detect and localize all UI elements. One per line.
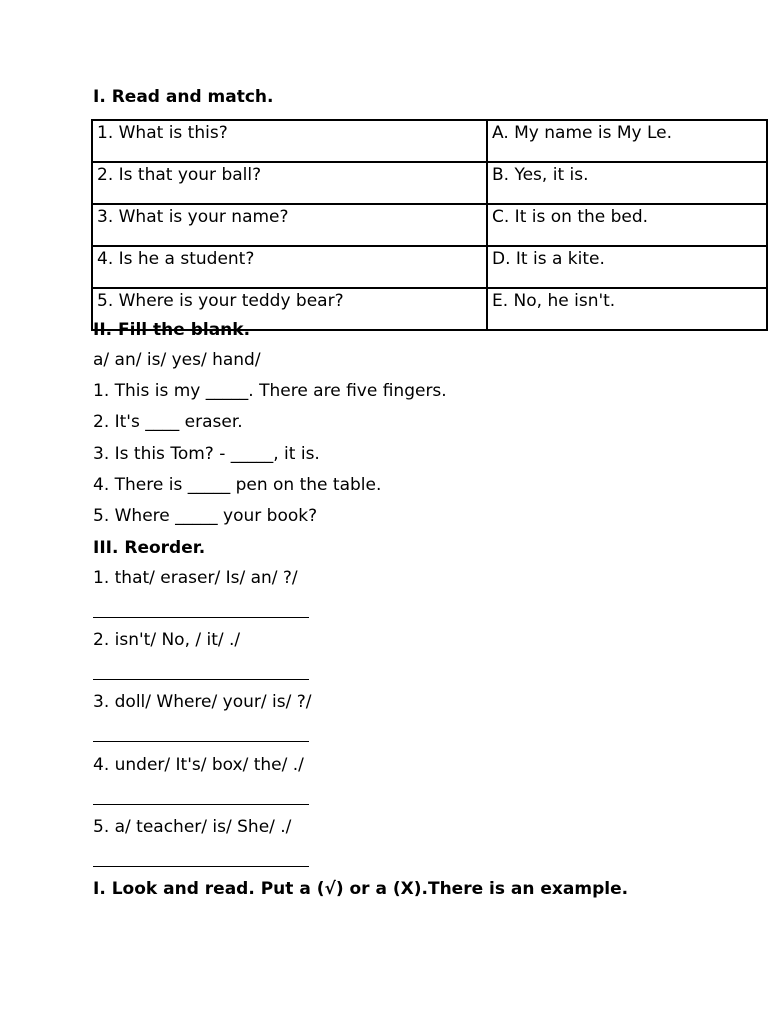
section-4-title: I. Look and read. Put a (√) or a (X).There is an example. — [93, 879, 629, 899]
fill-blank-item: 3. Is this Tom? - _____, it is. — [93, 444, 320, 464]
question-cell: 1. What is this? — [92, 120, 487, 162]
answer-line — [93, 617, 309, 618]
fill-blank-item: 5. Where _____ your book? — [93, 506, 318, 526]
reorder-item: 2. isn't/ No, / it/ ./ — [93, 630, 241, 650]
section-2-title: II. Fill the blank. — [93, 320, 251, 340]
reorder-item: 4. under/ It's/ box/ the/ ./ — [93, 755, 304, 775]
reorder-item: 5. a/ teacher/ is/ She/ ./ — [93, 817, 292, 837]
answer-cell: E. No, he isn't. — [487, 288, 767, 330]
table-row — [92, 204, 767, 246]
reorder-item: 1. that/ eraser/ Is/ an/ ?/ — [93, 568, 298, 588]
answer-cell: A. My name is My Le. — [487, 120, 767, 162]
question-cell: 4. Is he a student? — [92, 246, 487, 288]
answer-cell: B. Yes, it is. — [487, 162, 767, 204]
answer-line — [93, 741, 309, 742]
section-3-title: III. Reorder. — [93, 538, 206, 558]
fill-blank-item: 4. There is _____ pen on the table. — [93, 475, 382, 495]
table-row — [92, 246, 767, 288]
fill-blank-item: 2. It's ____ eraser. — [93, 412, 243, 432]
answer-line — [93, 679, 309, 680]
fill-blank-item: 1. This is my _____. There are five fingers. — [93, 381, 447, 401]
table-row — [92, 162, 767, 204]
answer-cell: D. It is a kite. — [487, 246, 767, 288]
reorder-item: 3. doll/ Where/ your/ is/ ?/ — [93, 692, 312, 712]
question-cell: 3. What is your name? — [92, 204, 487, 246]
word-bank: a/ an/ is/ yes/ hand/ — [93, 350, 261, 370]
answer-line — [93, 866, 309, 867]
question-cell: 2. Is that your ball? — [92, 162, 487, 204]
table-row — [92, 120, 767, 162]
answer-line — [93, 804, 309, 805]
question-cell: 5. Where is your teddy bear? — [92, 288, 487, 330]
section-1-title: I. Read and match. — [93, 87, 274, 107]
match-table — [91, 119, 768, 331]
answer-cell: C. It is on the bed. — [487, 204, 767, 246]
